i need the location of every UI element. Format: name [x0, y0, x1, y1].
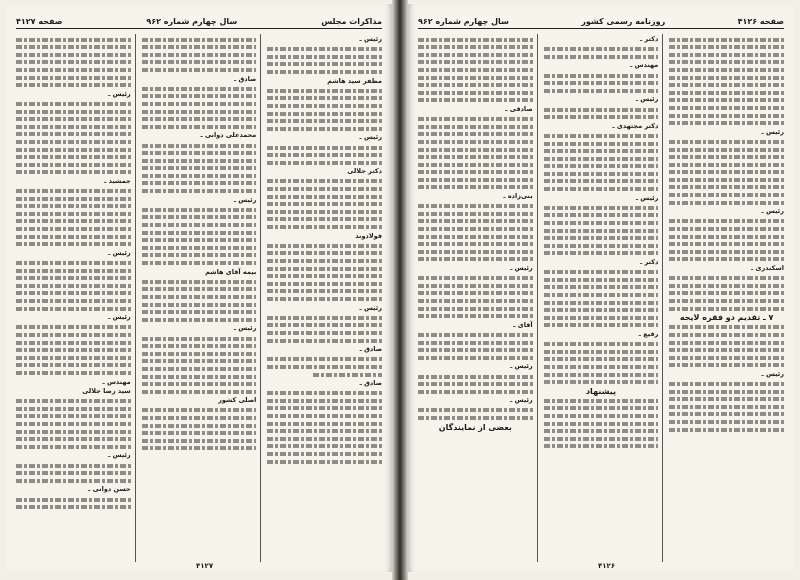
speaker: سید رضا جلالی	[82, 387, 131, 396]
right-page-header	[418, 14, 784, 29]
right-page-number: ۴۱۲۶	[598, 562, 616, 570]
speaker: رئیس ـ	[510, 396, 533, 405]
left-page-title: مذاکرات مجلس	[321, 16, 382, 26]
section-heading: ۷ ـ تقدیم دو فقره لایحه	[679, 313, 774, 323]
left-page-number: ۴۱۲۷	[196, 562, 214, 570]
speaker: مهندس ـ	[630, 61, 659, 70]
speaker: اسکندری ـ	[751, 264, 784, 272]
speaker: محمدعلی دوانی ـ	[200, 131, 257, 140]
right-column-1	[669, 34, 784, 562]
speaker: مهندس ـ	[102, 377, 131, 386]
left-page-header	[16, 14, 382, 29]
speaker: رئیس ـ	[359, 303, 382, 312]
speaker: صادق ـ	[359, 345, 382, 354]
speaker: آقای ـ	[513, 320, 533, 329]
speaker: رفیع ـ	[638, 329, 659, 338]
speaker: اصلی کشور	[218, 396, 257, 405]
speaker: صادقی ـ	[505, 104, 533, 113]
speaker: رئیس ـ	[761, 207, 784, 216]
speaker: رئیس ـ	[510, 264, 533, 272]
speaker: دکتر جلالی	[347, 167, 382, 176]
left-column-2	[142, 34, 262, 562]
speaker: رئیس ـ	[108, 89, 131, 98]
speaker: رئیس ـ	[761, 369, 784, 378]
left-page-columns	[16, 34, 382, 562]
speaker: بنی‌زاده ـ	[503, 192, 533, 201]
right-page-title: روزنامه رسمی کشور	[581, 16, 666, 26]
speaker: صادق ـ	[359, 379, 382, 388]
section-heading: بعضی از نمایندگان	[438, 422, 512, 432]
speaker: دکتر ـ	[640, 258, 659, 266]
speaker: حسن دوانی ـ	[88, 485, 131, 494]
speaker: رئیس ـ	[761, 127, 784, 136]
speaker: رئیس ـ	[108, 451, 131, 460]
speaker: رئیس ـ	[233, 195, 257, 204]
speaker: دکتر مجتهدی ـ	[612, 121, 659, 130]
speaker: رئیس ـ	[233, 324, 257, 333]
speaker: فولادوند	[355, 231, 382, 240]
left-page-session: سال چهارم شماره ۹۶۲	[146, 16, 238, 26]
speaker: رئیس ـ	[510, 362, 533, 371]
left-page	[6, 4, 392, 572]
speaker: دکتر ـ	[640, 35, 659, 43]
left-column-1	[267, 34, 382, 562]
right-page-label: صفحه ۴۱۲۶	[737, 16, 784, 26]
speaker: رئیس ـ	[359, 133, 382, 142]
speaker: مظفر سید هاشم	[327, 76, 382, 85]
right-page-columns	[418, 34, 784, 562]
right-column-2	[544, 34, 664, 562]
speaker: بیمه آقای هاشم	[205, 267, 257, 276]
speaker: رئیس ـ	[635, 95, 659, 104]
speaker: جمشید ـ	[104, 176, 131, 185]
left-column-3	[16, 34, 136, 562]
speaker: صادق ـ	[233, 74, 257, 83]
left-page-label: صفحه ۴۱۲۷	[16, 16, 63, 26]
section-heading: پیشنهاد	[585, 386, 617, 396]
speaker: رئیس ـ	[635, 193, 659, 202]
book-gutter	[392, 0, 408, 580]
speaker: رئیس ـ	[108, 248, 131, 257]
speaker: رئیس ـ	[108, 313, 131, 322]
right-column-3	[418, 34, 538, 562]
right-page-session: سال چهارم شماره ۹۶۲	[418, 16, 509, 26]
right-page	[408, 4, 794, 572]
speaker: رئیس ـ	[359, 35, 382, 43]
